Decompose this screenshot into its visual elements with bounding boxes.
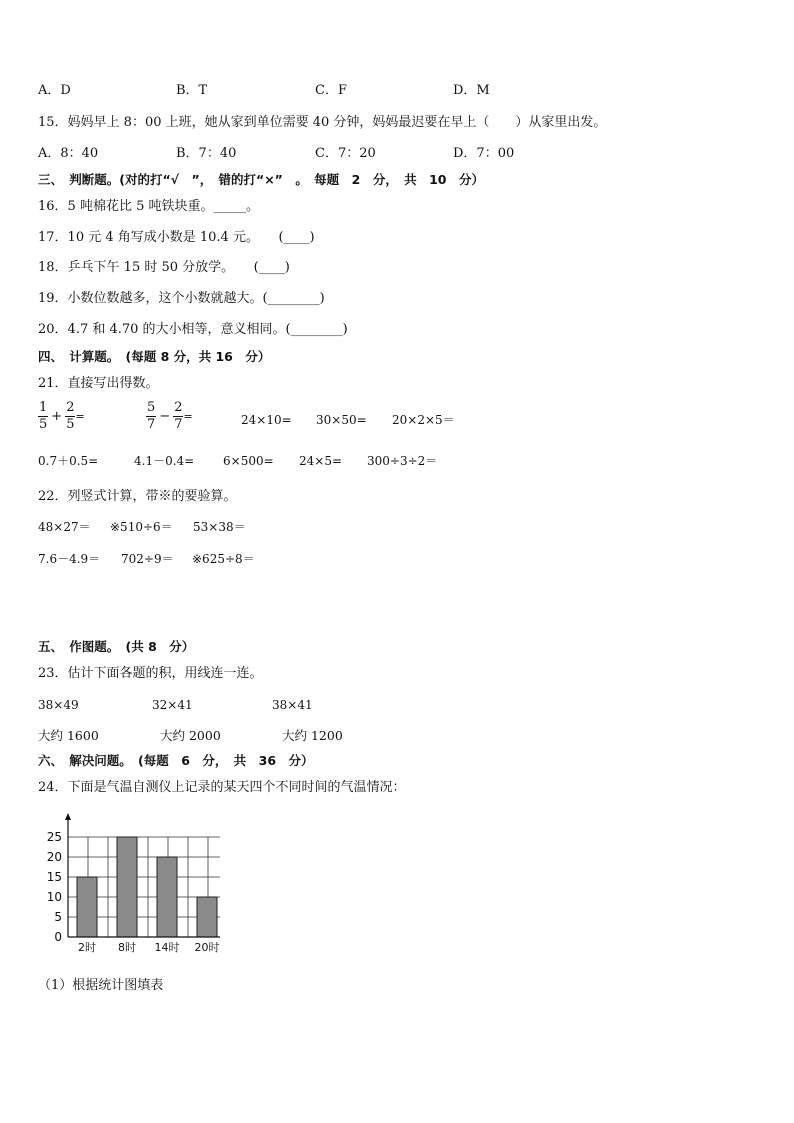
q23-estimate-3: 大约 1200 bbox=[282, 728, 343, 743]
chart-y-tick-labels bbox=[47, 830, 62, 944]
q18: 18．乒乓下午 15 时 50 分放学。 (____) bbox=[38, 260, 290, 275]
q23-product-2: 32×41 bbox=[152, 698, 193, 712]
q15-option-a: A．8：40 bbox=[38, 146, 99, 161]
q23-product-1: 38×49 bbox=[38, 698, 79, 712]
q14-option-d: D．M bbox=[453, 83, 490, 98]
q15-option-c: C．7：20 bbox=[315, 146, 376, 161]
q21-calc-1: 24×10= bbox=[241, 413, 292, 427]
bar-20时 bbox=[197, 897, 217, 937]
q21-calc-4: 0.7＋0.5= bbox=[38, 454, 99, 468]
q21-calc-7: 24×5= bbox=[299, 454, 343, 468]
y-axis-arrow-icon bbox=[65, 813, 71, 820]
q22-calc-6: ※625÷8＝ bbox=[192, 552, 255, 566]
q20: 20．4.7 和 4.70 的大小相等，意义相同。(________) bbox=[38, 322, 348, 337]
q14-option-b: B．T bbox=[176, 83, 208, 98]
q21-calc-6: 6×500= bbox=[223, 454, 274, 468]
q19: 19．小数位数越多，这个小数就越大。(________) bbox=[38, 291, 325, 306]
q22-calc-4: 7.6－4.9＝ bbox=[38, 552, 101, 566]
bar-8时 bbox=[117, 837, 137, 937]
y-tick-label: 0 bbox=[54, 930, 62, 944]
section4-title: 四、 计算题。 (每题 8 分，共 16 分） bbox=[38, 349, 271, 364]
q14-option-a: A．D bbox=[38, 83, 71, 98]
section3-title: 三、 判断题。(对的打“√ ”， 错的打“×” 。 每题 2 分， 共 10 分） bbox=[38, 172, 484, 187]
x-tick-label: 8时 bbox=[118, 941, 136, 954]
q21-calc-5: 4.1－0.4= bbox=[134, 454, 195, 468]
q21-calc-8: 300÷3÷2＝ bbox=[367, 454, 438, 468]
q23-estimate-2: 大约 2000 bbox=[160, 728, 221, 743]
q15-option-b: B．7：40 bbox=[176, 146, 237, 161]
q22-calc-5: 702÷9＝ bbox=[121, 552, 174, 566]
y-tick-label: 25 bbox=[46, 830, 62, 844]
q21-calc-2: 30×50= bbox=[316, 413, 367, 427]
q21-calc-3: 20×2×5＝ bbox=[392, 413, 455, 427]
y-tick-label: 15 bbox=[46, 870, 62, 884]
q22-calc-2: ※510÷6＝ bbox=[110, 520, 173, 534]
q15-option-d: D．7：00 bbox=[453, 146, 515, 161]
y-tick-label: 10 bbox=[46, 890, 62, 904]
q23-product-3: 38×41 bbox=[272, 698, 313, 712]
y-tick-label: 5 bbox=[54, 910, 62, 924]
bar-2时 bbox=[77, 877, 97, 937]
q22-calc-3: 53×38＝ bbox=[193, 520, 246, 534]
q17: 17．10 元 4 角写成小数是 10.4 元。 (____) bbox=[38, 230, 315, 245]
y-tick-label: 20 bbox=[46, 850, 62, 864]
q14-option-c: C．F bbox=[315, 83, 347, 98]
section6-title: 六、 解决问题。 (每题 6 分， 共 36 分） bbox=[38, 753, 314, 768]
q24-sub-question-1: （1）根据统计图填表 bbox=[38, 978, 164, 993]
q23-label: 23．估计下面各题的积，用线连一连。 bbox=[38, 666, 263, 681]
q24-label: 24．下面是气温自测仪上记录的某天四个不同时间的气温情况： bbox=[38, 780, 406, 795]
chart-bars bbox=[77, 837, 217, 937]
bar-14时 bbox=[157, 857, 177, 937]
x-tick-label: 2时 bbox=[78, 941, 96, 954]
q21-label: 21．直接写出得数。 bbox=[38, 376, 159, 391]
q16: 16．5 吨棉花比 5 吨铁块重。_____。 bbox=[38, 199, 259, 214]
section5-title: 五、 作图题。 (共 8 分） bbox=[38, 639, 195, 654]
q21-fraction-sum: 1 5 + $\frac{2}{5}$ = bbox=[39, 400, 85, 432]
q22-calc-1: 48×27＝ bbox=[38, 520, 91, 534]
x-tick-label: 20时 bbox=[194, 941, 220, 954]
temperature-bar-chart bbox=[30, 812, 220, 962]
q22-label: 22．列竖式计算，带※的要验算。 bbox=[38, 489, 237, 504]
q23-estimate-1: 大约 1600 bbox=[38, 728, 99, 743]
q15-question: 15．妈妈早上 8：00 上班，她从家到单位需要 40 分钟，妈妈最迟要在早上（ ）从家里出发。 bbox=[38, 115, 607, 130]
chart-x-tick-labels bbox=[78, 940, 220, 954]
q21-fraction-diff: 5 7 − $\frac{2}{7}$ = bbox=[147, 400, 193, 432]
x-tick-label: 14时 bbox=[154, 941, 180, 954]
